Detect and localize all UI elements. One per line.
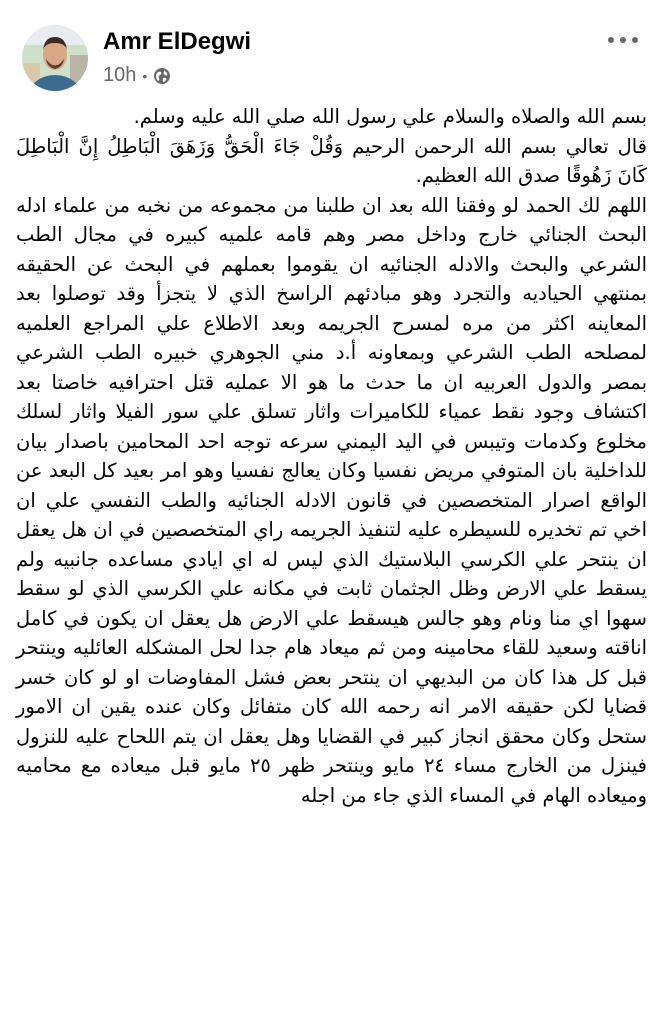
author-avatar[interactable] [22, 25, 88, 91]
post-meta [103, 64, 171, 87]
meta-separator: • [142, 67, 148, 84]
post-paragraph-basmala: بسم الله والصلاه والسلام علي رسول الله صلي الله عليه وسلم. [133, 105, 647, 128]
post-paragraph-quran-verse: قال تعالي بسم الله الرحمن الرحيم وَقُلْ جَاءَ الْحَقُّ وَزَهَقَ الْبَاطِلُ إِنَّ الْبَاطِلَ كَانَ زَهُوقًا صدق الله العظيم. [16, 134, 647, 187]
post-header [0, 0, 663, 100]
post-body [16, 102, 647, 810]
author-name[interactable]: Amr ElDegwi [103, 28, 252, 55]
avatar-photo-icon [22, 25, 88, 91]
post-paragraph-main: اللهم لك الحمد لو وفقنا الله بعد ان طلبنا من مجموعه من نخبه من علماء ادله البحث الجنائي خارج وداخل مصر وهم قامه علميه كبيره في مجال الطب الشرعي والبحث والادله الجنائيه ان يقوموا بعملهم في البحث عن الحقيقه بمنتهي الحياديه والتجرد وهو مبادئهم الراسخ الذي لا يتجزأ وقد توصلوا بعد المعاينه اكثر من مره لمسرح الجريمه وبعد الاطلاع علي المراجع العلميه لمصلحه الطب الشرعي وبمعاونه أ.د مني الجوهري خبيره الطب الشرعي بمصر والدول العربيه ان ما حدث ما هو الا عمليه قتل احترافيه خاصتا بعد اكتشاف وجود نقط عمياء للكاميرات واثار تسلق علي سور الفيلا واثار لسلك مخلوع وكدمات وتيبس في اليد اليمني سرعه توجه احد المحامين باصدار بيان للداخلية بان المتوفي مريض نفسيا وكان يعالج نفسيا وهو امر بعيد كل البعد عن الواقع اصرار المتخصصين في قانون الادله الجنائيه والطب النفسي علي ان اخي تم تخديره للسيطره عليه لتنفيذ الجريمه راي المتخصصين في ان هل يعقل ان ينتحر علي الكرسي البلاستيك الذي ليس له اي ايادي مساعده جانبيه ولم يسقط علي الارض وظل الجثمان ثابت في مكانه علي الكرسي الذي لو سقط سهوا اي منا ونام وهو جالس هيسقط علي الارض هل يعقل ان يكون في كامل اناقته وسعيد للقاء محامينه ومن ثم ميعاد هام جدا لحل المشكله العائليه وينتحر قبل كل هذا كان من البديهي ان ينتحر بعض فشل المفاوضات او لو كان خسر قضايا لكن حقيقه الامر انه رحمه الله كان متفائل وكان عنده يقين ان الامور ستحل وكان محقق انجاز كبير في القضايا وهل يعقل ان يتم اللحاح عليه للنزول فينزل من الخارج مساء ٢٤ مايو وينتحر ظهر ٢٥ مايو قبل ميعاده مع محاميه وميعاده الهام في المساء الذي جاء من اجله [16, 193, 647, 807]
post-timestamp[interactable]: 10h [103, 64, 137, 86]
globe-icon[interactable] [153, 67, 171, 85]
more-options-icon[interactable] [603, 28, 643, 52]
